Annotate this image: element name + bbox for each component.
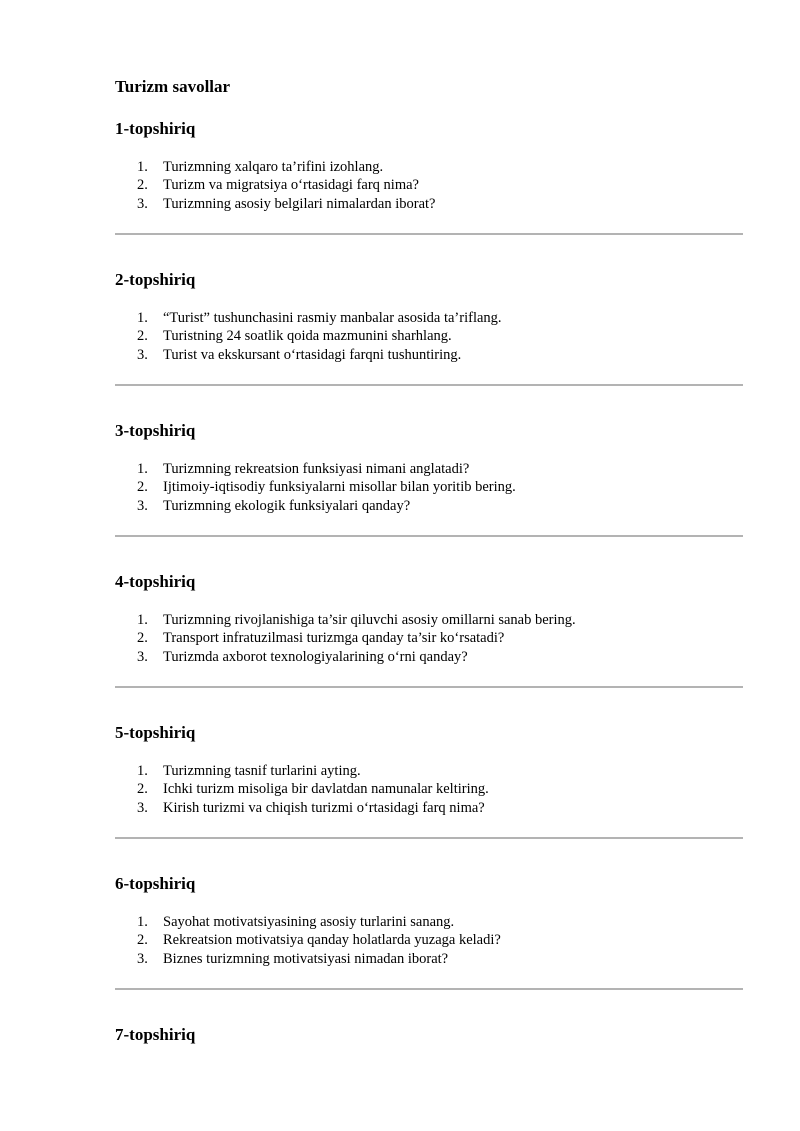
question-number: 2. [137, 479, 148, 496]
question-text: Turizmning rekreatsion funksiyasi nimani anglatadi? [163, 461, 470, 477]
task-section-6 [115, 874, 743, 968]
task-section-5 [115, 723, 743, 817]
question-item [115, 799, 743, 817]
question-item [115, 195, 743, 213]
question-text: Turist va ekskursant o‘rtasidagi farqni tushuntiring. [163, 346, 462, 363]
question-number: 2. [137, 932, 148, 949]
question-number: 1. [137, 159, 148, 175]
question-text: Turizmda axborot texnologiyalarining o‘rni qanday? [163, 648, 468, 665]
section-divider [115, 384, 743, 386]
question-text: Biznes turizmning motivatsiyasi nimadan iborat? [163, 950, 449, 967]
task-section-4 [115, 572, 743, 666]
section-divider [115, 988, 743, 990]
question-text: “Turist” tushunchasini rasmiy manbalar asosida ta’riflang. [163, 310, 502, 326]
question-number: 3. [137, 799, 148, 816]
question-text: Turizmning ekologik funksiyalari qanday? [163, 497, 411, 514]
question-number: 1. [137, 461, 148, 477]
section-heading: 2-topshiriq [115, 270, 196, 289]
section-divider [115, 535, 743, 537]
question-number: 2. [137, 630, 148, 647]
question-list [115, 611, 743, 666]
question-item [115, 309, 743, 327]
question-item [115, 158, 743, 176]
question-item [115, 176, 743, 194]
question-item [115, 611, 743, 629]
question-item [115, 762, 743, 780]
question-number: 2. [137, 177, 148, 194]
question-number: 1. [137, 310, 148, 326]
question-item [115, 931, 743, 949]
question-text: Turizm va migratsiya o‘rtasidagi farq nima? [163, 177, 419, 194]
question-text: Turizmning tasnif turlarini ayting. [163, 763, 361, 779]
question-text: Turizmning asosiy belgilari nimalardan iborat? [163, 195, 436, 212]
question-text: Rekreatsion motivatsiya qanday holatlarda yuzaga keladi? [163, 932, 501, 949]
section-heading: 4-topshiriq [115, 572, 196, 591]
question-item [115, 478, 743, 496]
question-list [115, 460, 743, 515]
question-text: Transport infratuzilmasi turizmga qanday ta’sir ko‘rsatadi? [163, 630, 505, 647]
question-item [115, 327, 743, 345]
question-text: Ichki turizm misoliga bir davlatdan namunalar keltiring. [163, 781, 489, 798]
question-list [115, 913, 743, 968]
question-number: 1. [137, 612, 148, 628]
question-text: Turizmning xalqaro ta’rifini izohlang. [163, 159, 384, 175]
question-text: Turizmning rivojlanishiga ta’sir qiluvchi asosiy omillarni sanab bering. [163, 612, 576, 628]
question-number: 2. [137, 328, 148, 345]
question-text: Sayohat motivatsiyasining asosiy turlarini sanang. [163, 914, 455, 930]
question-item [115, 629, 743, 647]
question-text: Turistning 24 soatlik qoida mazmunini sharhlang. [163, 328, 452, 345]
question-number: 3. [137, 346, 148, 363]
task-section-7 [115, 1025, 743, 1045]
question-item [115, 648, 743, 666]
question-item [115, 950, 743, 968]
question-item [115, 346, 743, 364]
question-list [115, 762, 743, 817]
task-section-2 [115, 270, 743, 364]
question-number: 3. [137, 195, 148, 212]
section-heading: 6-topshiriq [115, 874, 196, 893]
question-number: 3. [137, 950, 148, 967]
task-section-3 [115, 421, 743, 515]
question-item [115, 460, 743, 478]
question-item [115, 497, 743, 515]
question-item [115, 913, 743, 931]
question-text: Kirish turizmi va chiqish turizmi o‘rtasidagi farq nima? [163, 799, 485, 816]
section-heading: 7-topshiriq [115, 1025, 196, 1044]
question-number: 3. [137, 497, 148, 514]
section-divider [115, 686, 743, 688]
question-number: 3. [137, 648, 148, 665]
question-number: 1. [137, 763, 148, 779]
section-divider [115, 233, 743, 235]
task-section-1 [115, 119, 743, 213]
document-title: Turizm savollar [115, 77, 231, 96]
question-text: Ijtimoiy-iqtisodiy funksiyalarni misollar bilan yoritib bering. [163, 479, 516, 496]
question-item [115, 780, 743, 798]
section-heading: 3-topshiriq [115, 421, 196, 440]
section-heading: 1-topshiriq [115, 119, 196, 138]
question-number: 1. [137, 914, 148, 930]
section-heading: 5-topshiriq [115, 723, 196, 742]
section-divider [115, 837, 743, 839]
question-list [115, 158, 743, 213]
question-number: 2. [137, 781, 148, 798]
question-list [115, 309, 743, 364]
